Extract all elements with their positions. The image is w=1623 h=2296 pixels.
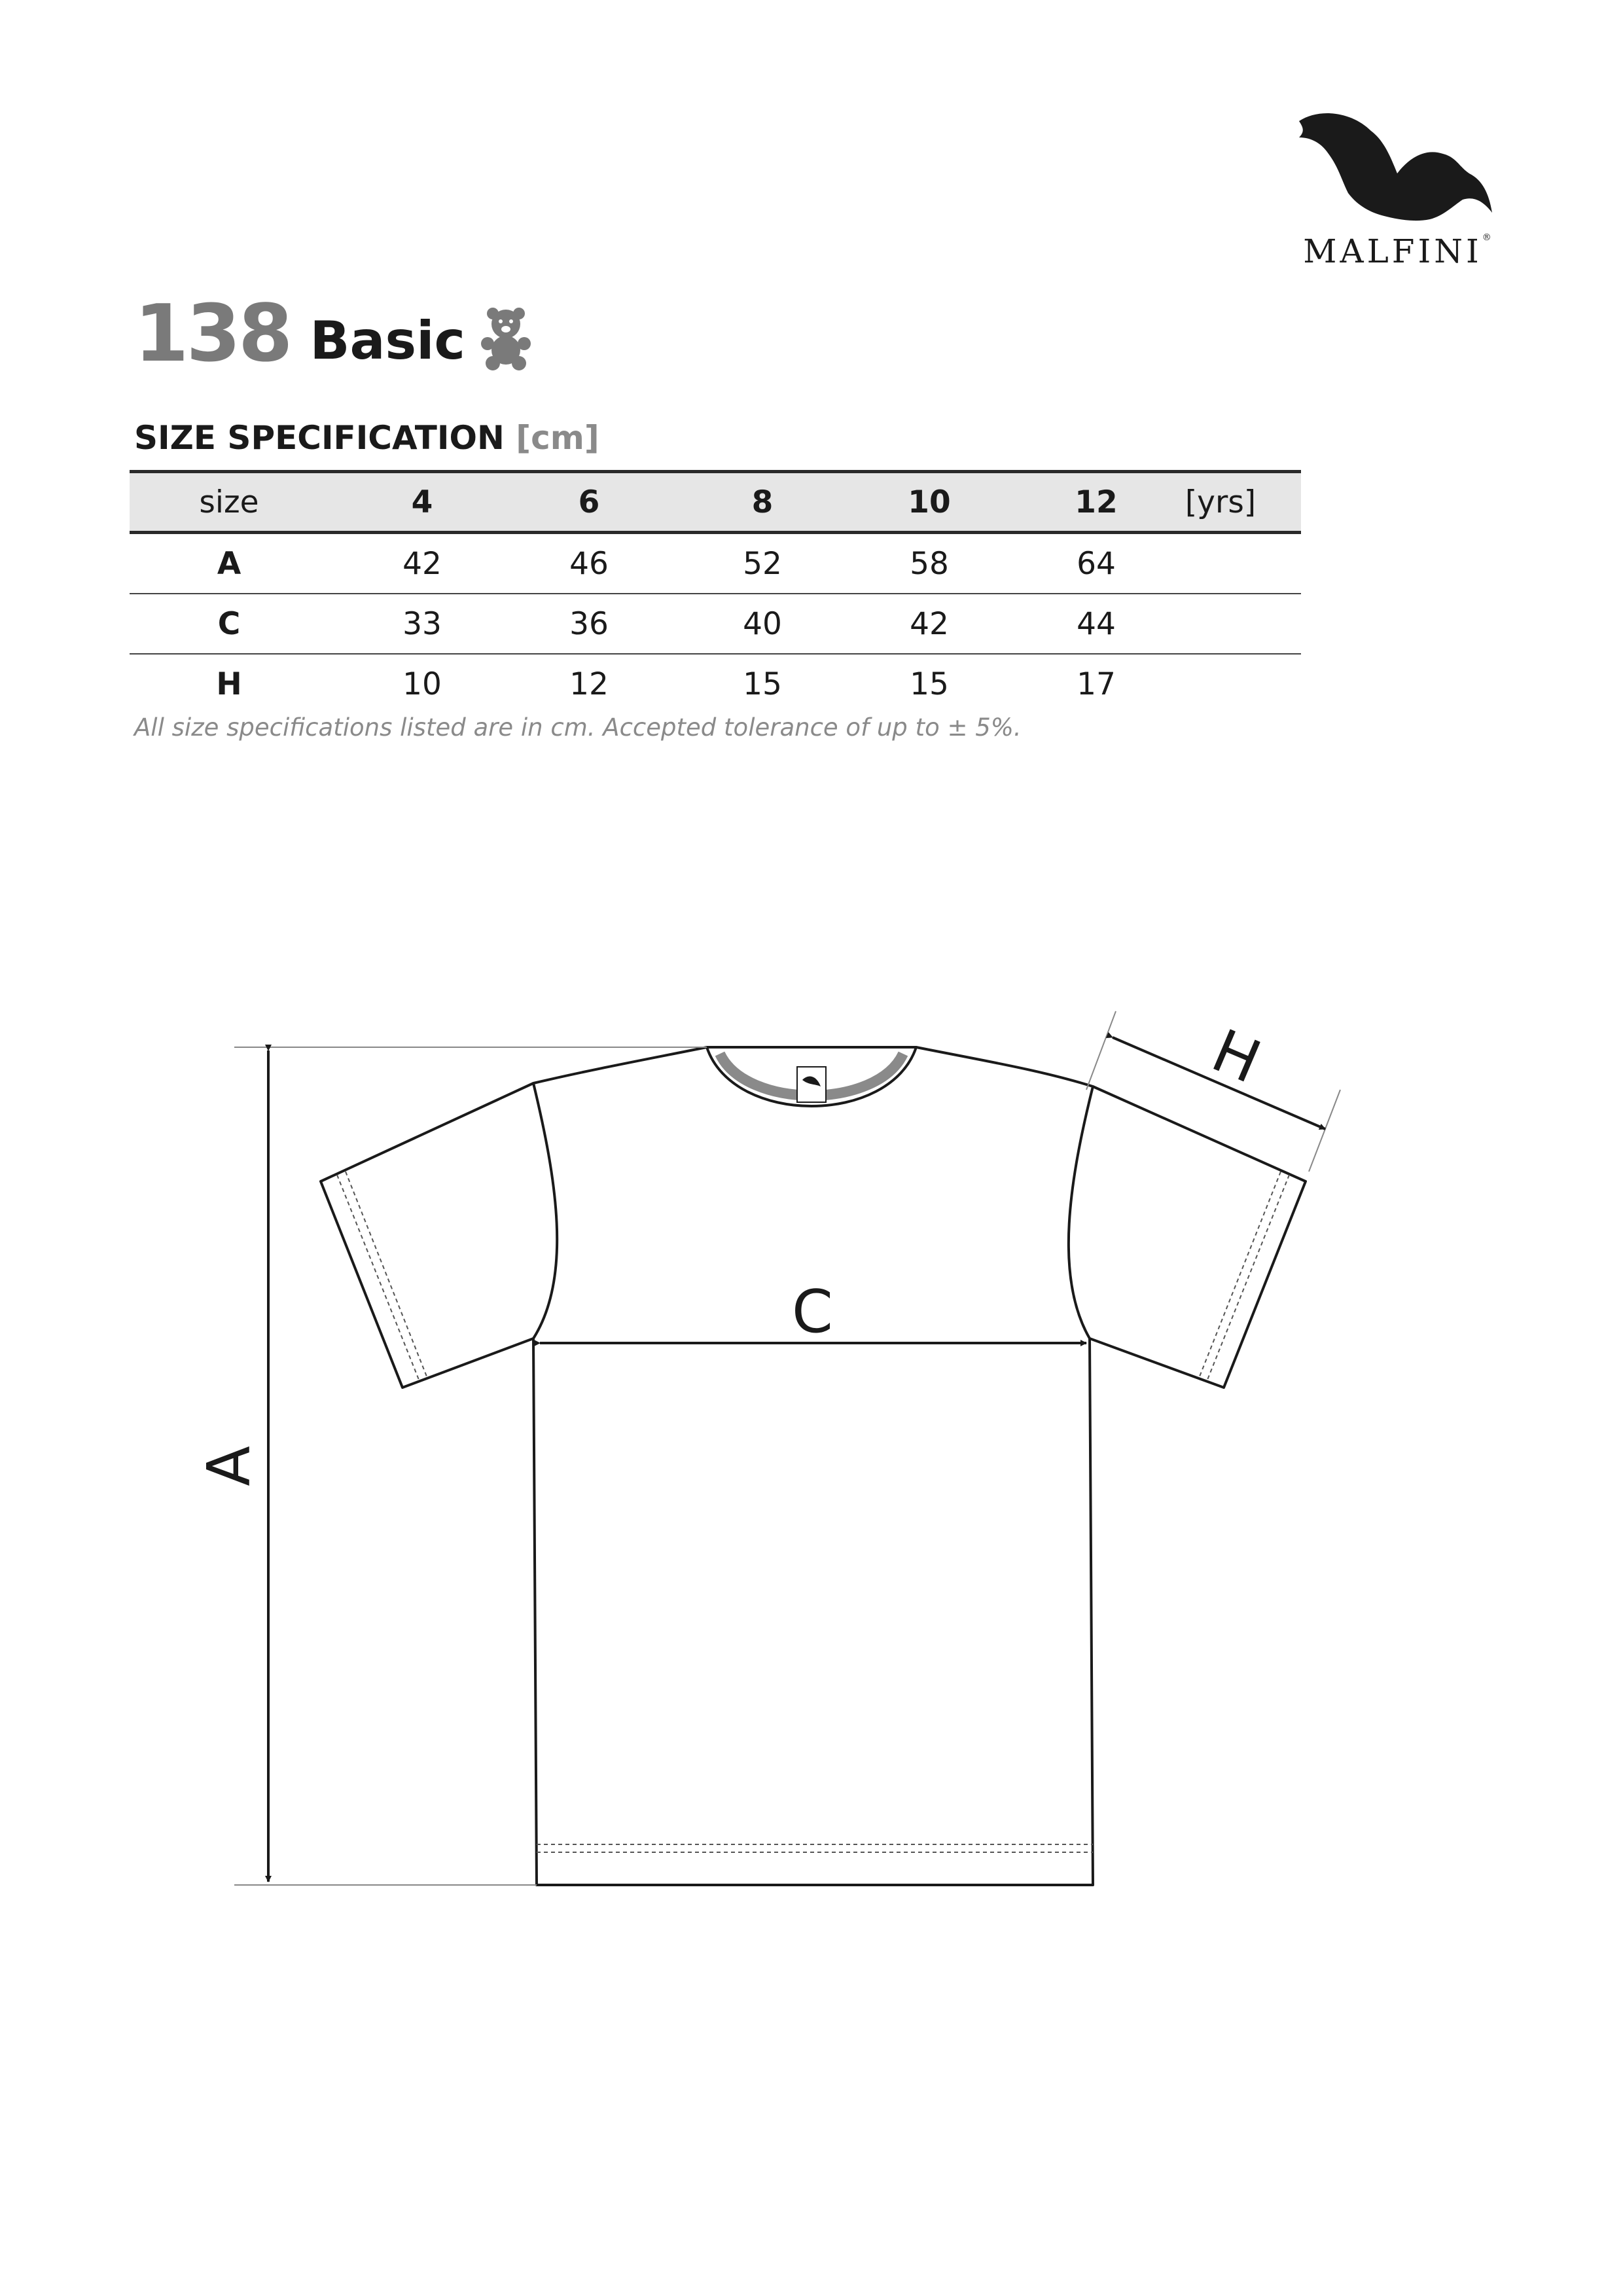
table-cell: 42 (910, 605, 949, 642)
dimension-label-c: C (792, 1278, 833, 1346)
sleeve-hem-stitch-right (1207, 1175, 1289, 1380)
table-cell: 64 (1077, 545, 1116, 582)
table-cell: 52 (743, 545, 782, 582)
spec-heading: SIZE SPECIFICATION [cm] (134, 419, 599, 457)
table-cell: 15 (743, 666, 782, 702)
table-cell: 12 (569, 666, 609, 702)
row-label: A (217, 545, 241, 582)
table-cell: 46 (569, 545, 609, 582)
table-cell: 15 (910, 666, 949, 702)
table-cell: 44 (1077, 605, 1116, 642)
table-cell: 10 (402, 666, 442, 702)
table-cell: 17 (1077, 666, 1116, 702)
column-header-size: size (199, 484, 259, 520)
column-header-size-8: 8 (751, 484, 774, 520)
column-header-size-12: 12 (1075, 484, 1118, 520)
column-header-size-10: 10 (908, 484, 951, 520)
column-header-size-6: 6 (578, 484, 600, 520)
column-header-unit: [yrs] (1185, 484, 1257, 520)
table-cell: 36 (569, 605, 609, 642)
dimension-label-h: H (1202, 1016, 1270, 1098)
row-label: H (216, 666, 242, 702)
product-code: 138 (134, 288, 291, 380)
row-label: C (217, 605, 241, 642)
tolerance-note: All size specifications listed are in cm. Accepted tolerance of up to ± 5%. (134, 713, 1022, 742)
dimension-label-a: A (194, 1446, 264, 1486)
armhole-seam-right (1069, 1086, 1093, 1338)
armhole-seam-left (533, 1083, 557, 1338)
sleeve-hem-stitch-left (337, 1175, 419, 1380)
table-cell: 33 (402, 605, 442, 642)
table-cell: 40 (743, 605, 782, 642)
tshirt-outline (321, 1047, 1306, 1885)
table-cell: 58 (910, 545, 949, 582)
table-cell: 42 (402, 545, 442, 582)
neck-label (797, 1067, 826, 1102)
column-header-size-4: 4 (411, 484, 433, 520)
brand-name: MALFINI® (1303, 232, 1491, 270)
product-name: Basic (310, 310, 465, 371)
